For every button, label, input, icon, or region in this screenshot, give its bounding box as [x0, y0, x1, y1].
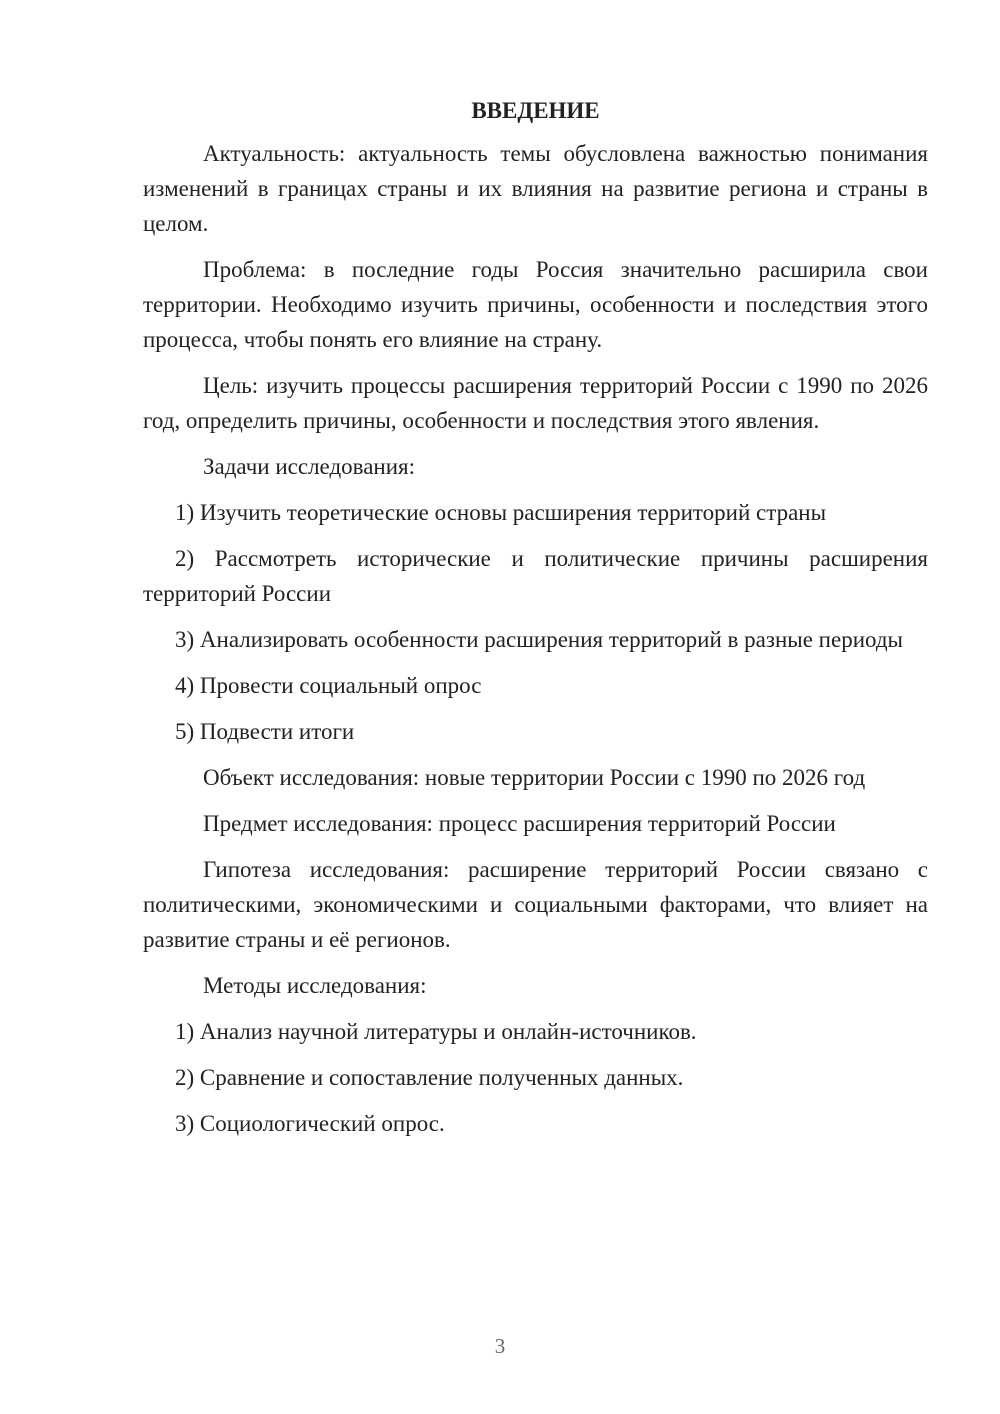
task-item-2: 2) Рассмотреть исторические и политические причины расширения территорий России	[143, 546, 928, 606]
problem-paragraph: Проблема: в последние годы Россия значительно расширила свои территории. Необходимо изучить причины, особенности и последствия этого процесса, чтобы понять его влияние на страну.	[143, 257, 928, 352]
method-item-1: 1) Анализ научной литературы и онлайн-источников.	[175, 1019, 697, 1044]
hypothesis-paragraph: Гипотеза исследования: расширение территорий России связано с политическими, экономическими и социальными факторами, что влияет на развитие страны и её регионов.	[143, 857, 928, 952]
subject-paragraph: Предмет исследования: процесс расширения территорий России	[203, 811, 836, 836]
tasks-heading: Задачи исследования:	[203, 454, 416, 479]
goal-paragraph: Цель: изучить процессы расширения территорий России с 1990 по 2026 год, определить причины, особенности и последствия этого явления.	[143, 373, 928, 433]
document-page	[143, 96, 928, 1152]
method-item-3: 3) Социологический опрос.	[175, 1111, 445, 1136]
object-paragraph: Объект исследования: новые территории России с 1990 по 2026 год	[203, 765, 866, 790]
task-item-3: 3) Анализировать особенности расширения территорий в разные периоды	[175, 627, 903, 652]
relevance-paragraph: Актуальность: актуальность темы обусловлена важностью понимания изменений в границах страны и их влияния на развитие региона и страны в целом.	[143, 141, 928, 236]
section-title: ВВЕДЕНИЕ	[471, 98, 600, 123]
method-item-2: 2) Сравнение и сопоставление полученных данных.	[175, 1065, 684, 1090]
task-item-5: 5) Подвести итоги	[175, 719, 355, 744]
task-item-1: 1) Изучить теоретические основы расширения территорий страны	[175, 500, 827, 525]
task-item-4: 4) Провести социальный опрос	[175, 673, 482, 698]
page-number: 3	[494, 1334, 506, 1358]
methods-heading: Методы исследования:	[203, 973, 427, 998]
